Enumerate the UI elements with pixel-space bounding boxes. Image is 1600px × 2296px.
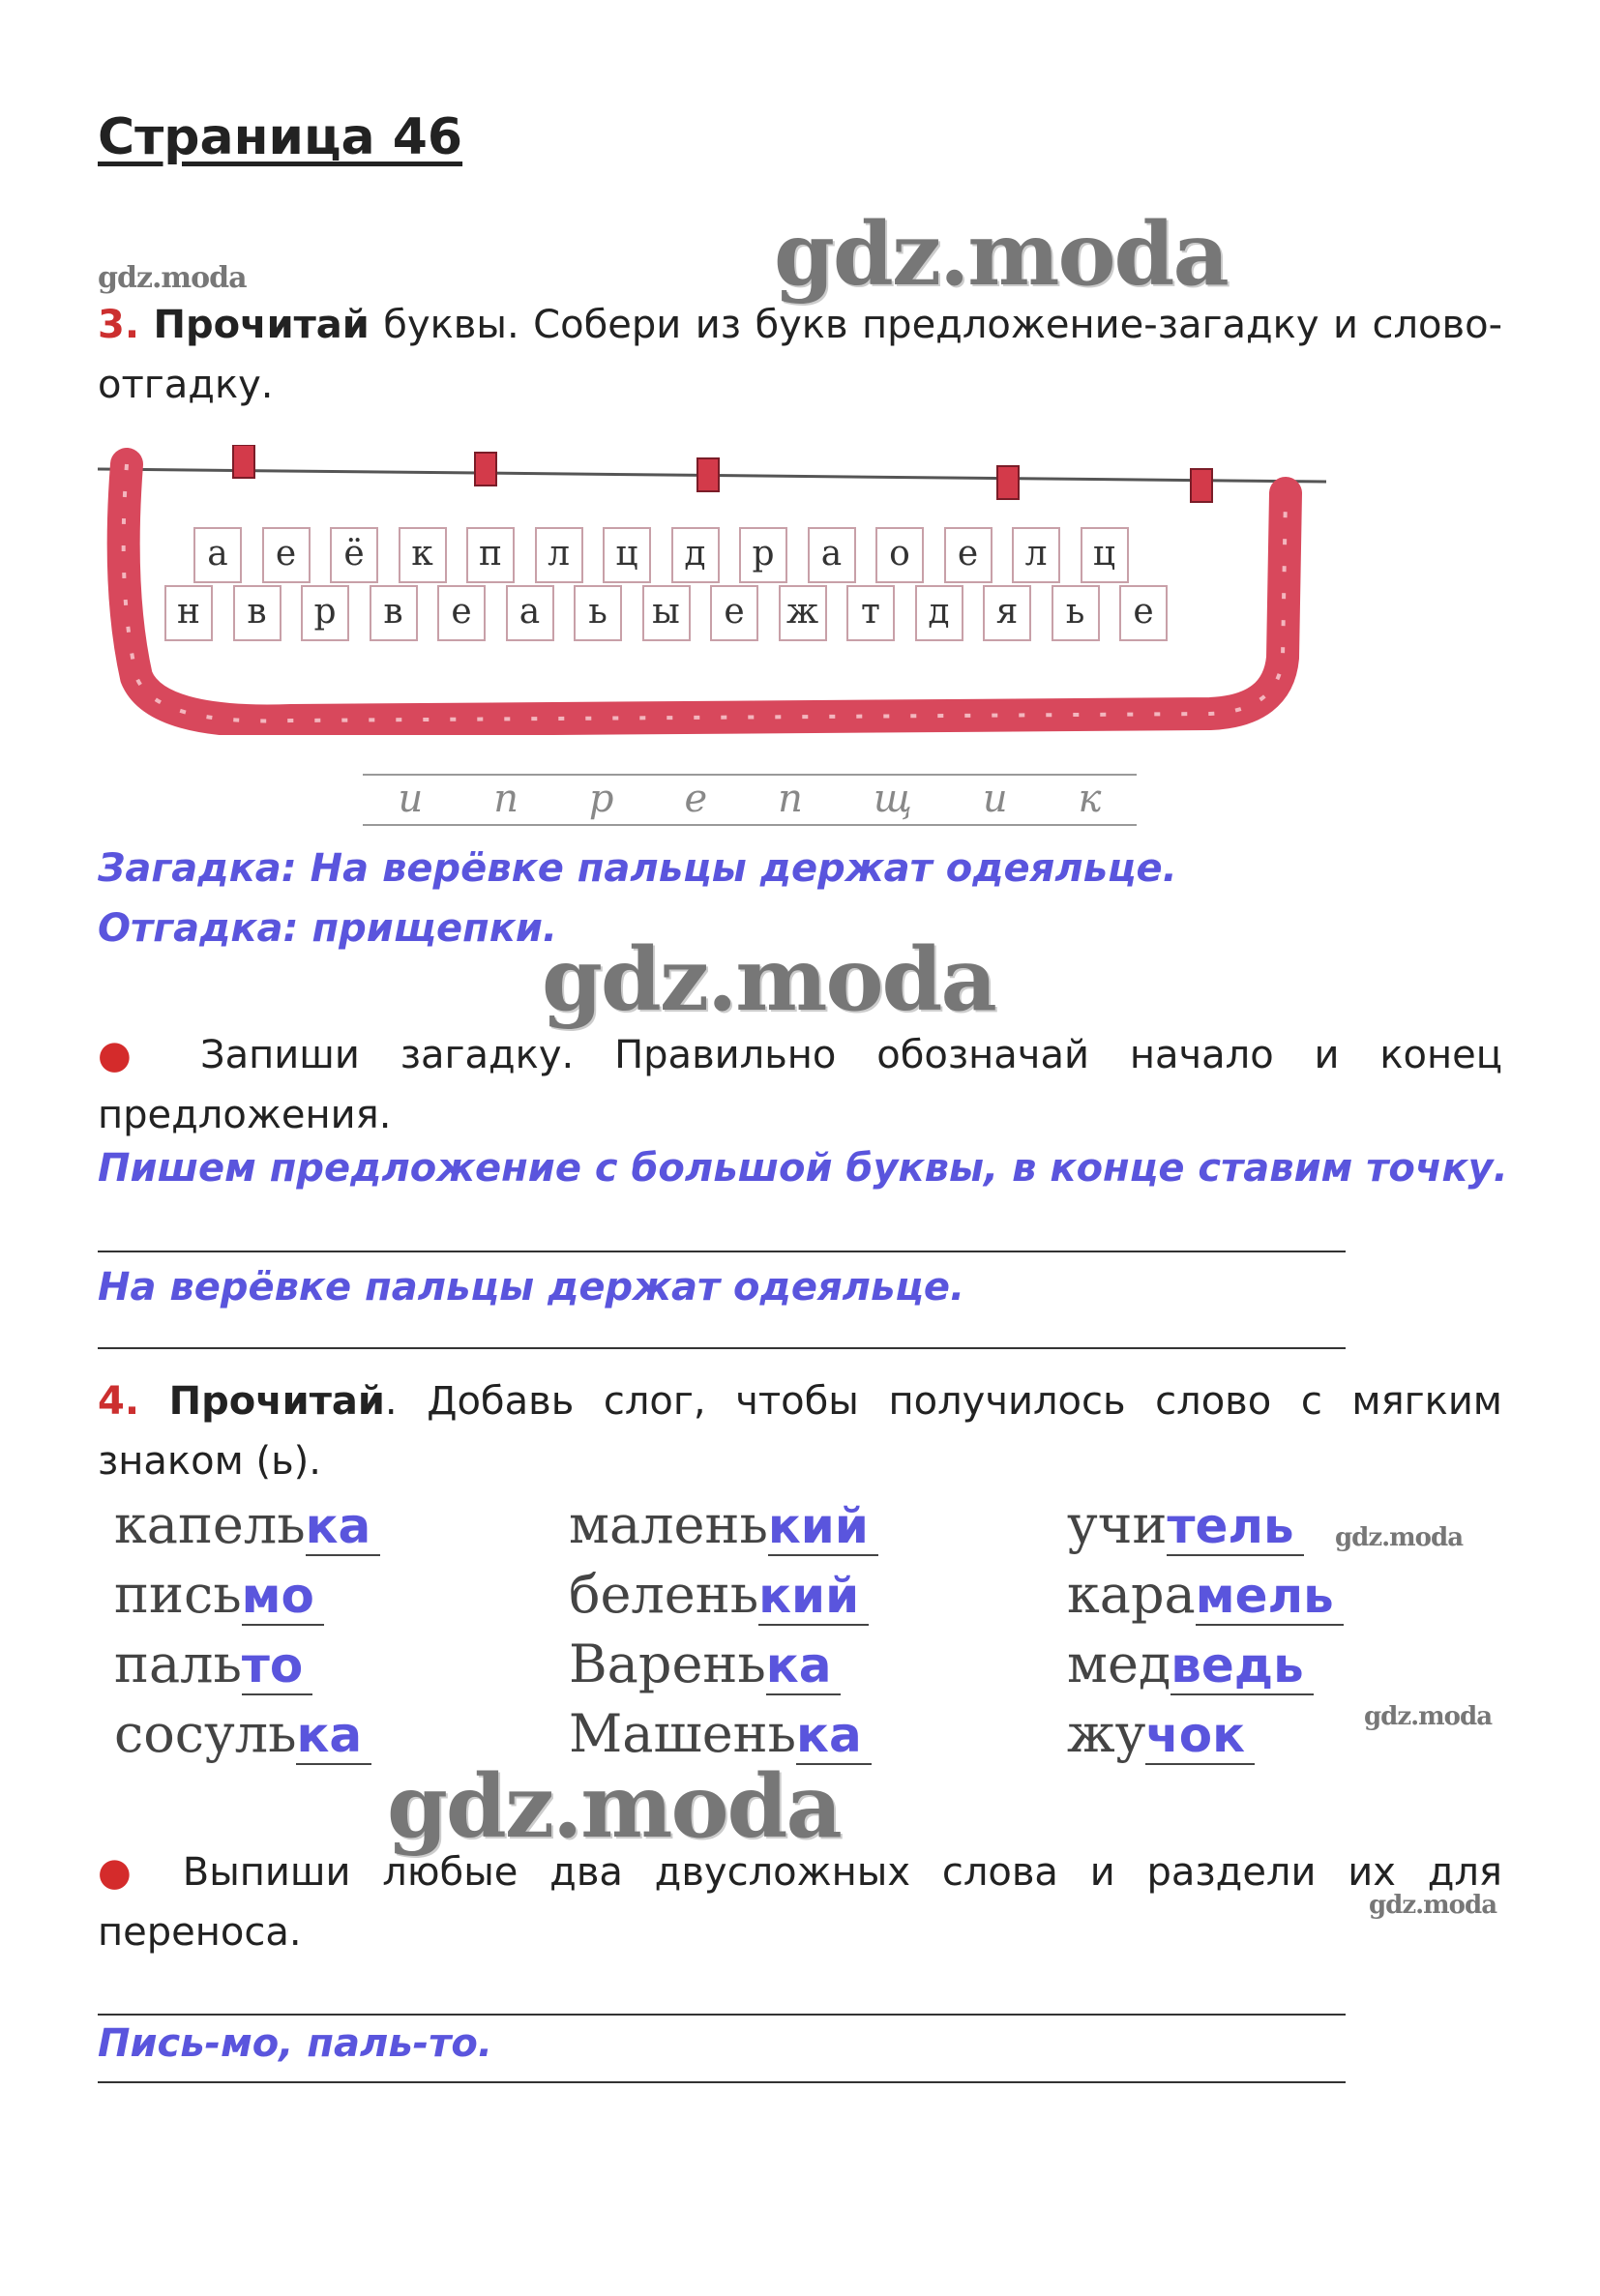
word-base: Варень [569,1634,766,1694]
letter-card: ь [574,585,622,641]
word-base: паль [114,1634,242,1694]
written-answer: На верёвке пальцы держат одеяльце. [98,1265,965,1310]
bullet-icon: ● [98,1033,161,1077]
word-fill: чок [1145,1707,1255,1765]
hint-answer: Пишем предложение с большой буквы, в конце ставим точку. [98,1146,1508,1191]
word-base: кара [1067,1564,1196,1625]
page-title: Страница 46 [98,108,463,166]
letter-card: е [437,585,486,641]
answer-line [98,2014,1346,2016]
word-fill: мо [242,1568,324,1626]
letter-card: р [301,585,349,641]
watermark-small: gdz.moda [1369,1891,1497,1920]
subtask-text: Выпиши любые два двусложных слова и раздели их для переноса. [98,1850,1502,1955]
letter-card: ц [603,527,651,583]
letter-card: т [846,585,895,641]
letter-card: а [808,527,856,583]
letter-card: ц [1081,527,1129,583]
letter-card: л [535,527,583,583]
word-item [1067,1494,1304,1555]
word-base: учи [1067,1494,1168,1555]
letter-card: к [399,527,447,583]
word-fill: мель [1196,1568,1344,1626]
handwritten-letter: к [1078,777,1102,821]
letter-card: е [944,527,993,583]
solution-answer: Отгадка: прищепки. [98,906,558,951]
word-base: мед [1067,1634,1171,1694]
letter-card: ь [1052,585,1100,641]
handwritten-letter: п [778,777,803,821]
word-fill: ка [296,1707,371,1765]
handwritten-letter: е [684,777,708,821]
letter-card: ы [642,585,691,641]
word-base: жу [1067,1703,1146,1764]
handwritten-letter: р [588,777,614,821]
word-fill: ведь [1170,1637,1314,1695]
word-base: пись [114,1564,242,1625]
task-text: буквы. Собери из букв предложение-загадку и слово-отгадку. [98,303,1502,407]
watermark-small: gdz.moda [1335,1523,1464,1552]
letter-card: о [875,527,924,583]
letter-card: е [1119,585,1168,641]
letter-card: в [370,585,418,641]
letter-card: ё [330,527,378,583]
task4-answer: Пись-мо, паль-то. [98,2021,493,2066]
word-item [114,1564,324,1625]
word-item [1067,1564,1344,1625]
word-base: белень [569,1564,759,1625]
task4-instruction [98,1371,1502,1491]
subtask-text: Запиши загадку. Правильно обозначай начало и конец предложения. [98,1033,1503,1137]
watermark-large: gdz.moda [387,1755,841,1858]
letter-card: е [710,585,758,641]
word-fill: ка [766,1637,842,1695]
word-fill: то [242,1637,312,1695]
task3-instruction [98,295,1502,415]
letter-card: р [739,527,787,583]
letter-card: а [506,585,554,641]
word-base: сосуль [114,1703,297,1764]
task-number: 3. [98,303,140,347]
answer-line [98,1347,1346,1349]
word-base: малень [569,1494,768,1555]
bullet-icon: ● [98,1850,151,1895]
riddle-answer: Загадка: На верёвке пальцы держат одеяльце. [98,846,1177,891]
letter-card: а [193,527,242,583]
handwritten-letter: и [398,777,424,821]
word-item [569,1494,878,1555]
letter-card: я [983,585,1031,641]
watermark-large: gdz.moda [542,928,995,1031]
task4-subtask [98,1842,1502,1962]
word-item [1067,1634,1314,1694]
answer-line [98,2081,1346,2083]
word-base: капель [114,1494,306,1555]
word-item [569,1564,869,1625]
task3-subtask [98,1025,1502,1145]
word-fill: ка [796,1707,872,1765]
task-verb: Прочитай [168,1379,385,1424]
word-item [569,1703,872,1764]
word-fill: кий [768,1498,878,1556]
task-verb: Прочитай [153,303,370,347]
task-number: 4. [98,1379,140,1424]
watermark-small: gdz.moda [1364,1702,1493,1731]
letter-card: е [262,527,311,583]
word-item [114,1494,380,1555]
letter-card: д [671,527,720,583]
answer-line [98,1251,1346,1252]
letter-card: ж [779,585,827,641]
task-text: . Добавь слог, чтобы получилось слово с мягким знаком (ь). [98,1379,1502,1484]
word-fill: ка [306,1498,381,1556]
word-item [114,1634,312,1694]
letter-card: п [466,527,515,583]
word-base: Машень [569,1703,797,1764]
word-fill: тель [1167,1498,1303,1556]
letter-card: в [233,585,281,641]
letter-card: д [915,585,963,641]
word-item [114,1703,371,1764]
watermark-large: gdz.moda [774,203,1228,306]
handwritten-letter: щ [873,777,912,821]
handwritten-letter: п [493,777,519,821]
handwriting-line [363,774,1137,826]
word-fill: кий [758,1568,869,1626]
watermark-small: gdz.moda [98,261,247,295]
letter-card: н [164,585,213,641]
word-item [569,1634,841,1694]
handwritten-letter: и [982,777,1008,821]
word-item [1067,1703,1255,1764]
letter-card: л [1012,527,1060,583]
